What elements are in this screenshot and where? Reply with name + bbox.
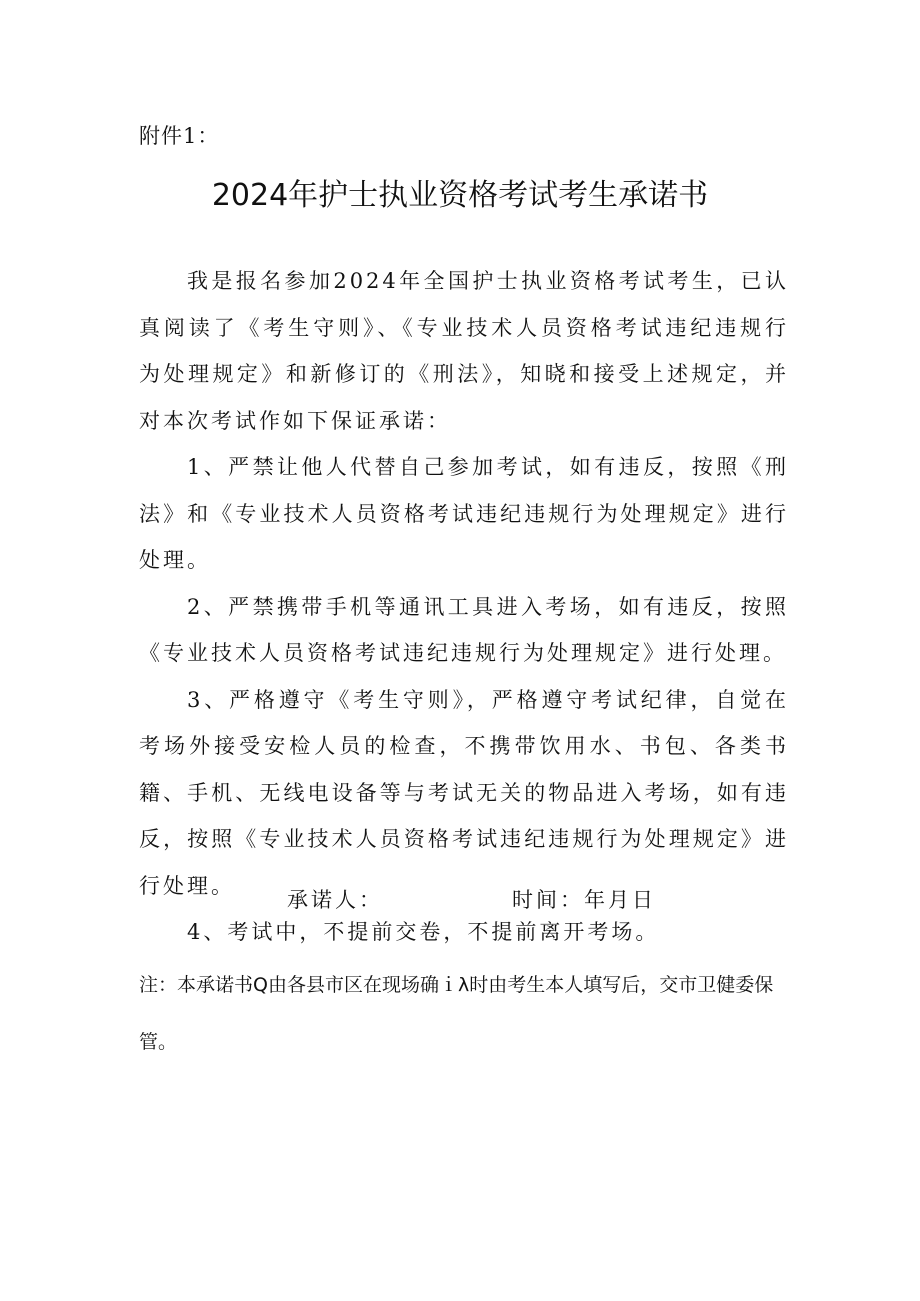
intro-paragraph: 我是报名参加2024年全国护士执业资格考试考生，已认真阅读了《考生守则》、《专业技术人员资格考试违纪违规行为处理规定》和新修订的《刑法》，知晓和接受上述规定，并对本次考试作如下保证承诺： [139,269,789,433]
document-body [139,258,789,956]
document-title: 2024年护士执业资格考试考生承诺书 [211,178,709,213]
footnote: 注：本承诺书Q由各县市区在现场确ｉλ时由考生本人填写后，交市卫健委保管。 [139,974,774,1053]
commitment-item-2: 2、严禁携带手机等通讯工具进入考场，如有违反，按照《专业技术人员资格考试违纪违规行为处理规定》进行处理。 [139,594,789,665]
commitment-item-4: 4、考试中，不提前交卷，不提前离开考场。 [187,920,660,944]
promiser-label: 承诺人： [287,888,383,912]
commitment-item-3: 3、严格遵守《考生守则》，严格遵守考试纪律，自觉在考场外接受安检人员的检查，不携带饮用水、书包、各类书籍、手机、无线电设备等与考试无关的物品进入考场，如有违反，按照《专业技术人员资格考试违纪违规行为处理规定》进行处理。 [139,687,789,898]
date-label: 时间：年月日 [512,888,656,912]
attachment-label: 附件1： [139,124,220,148]
commitment-item-1: 1、严禁让他人代替自己参加考试，如有违反，按照《刑法》和《专业技术人员资格考试违纪违规行为处理规定》进行处理。 [139,455,789,572]
